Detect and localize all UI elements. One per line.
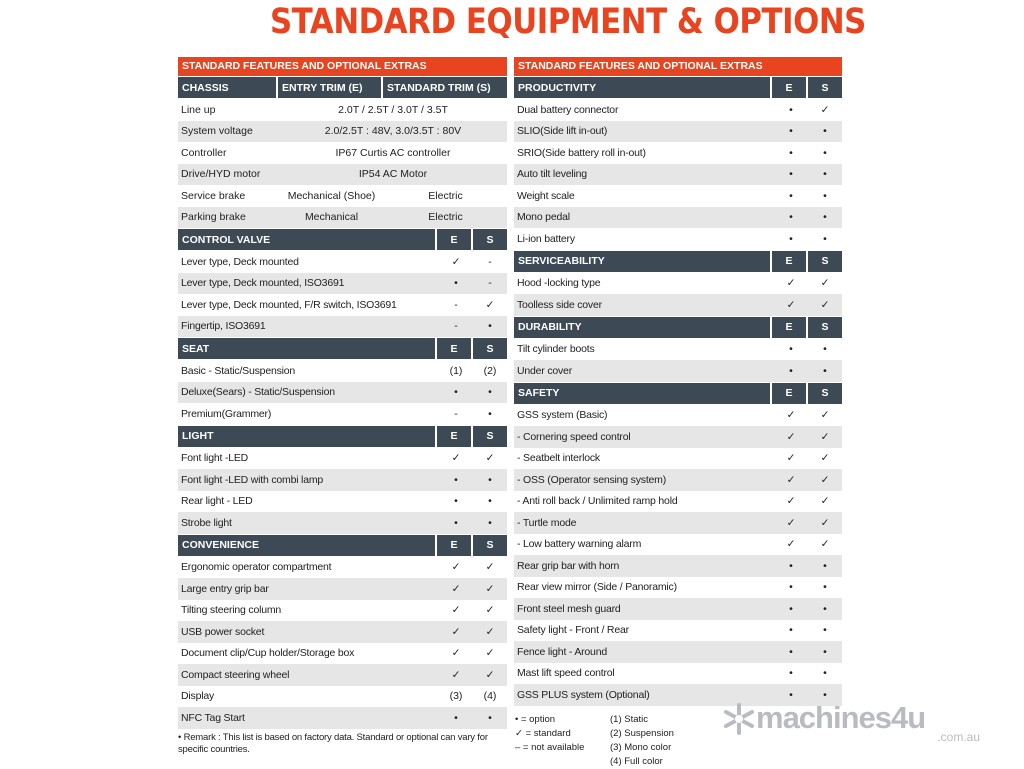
table-row bbox=[178, 686, 507, 708]
entry-value: • bbox=[789, 343, 793, 356]
standard-value: - bbox=[488, 277, 492, 290]
standard-col-header: S bbox=[471, 426, 507, 447]
entry-value: • bbox=[454, 386, 458, 399]
section-header-light bbox=[178, 426, 507, 447]
legend-standard: ✓ = standard bbox=[515, 728, 571, 739]
row-label: Strobe light bbox=[181, 516, 232, 529]
section-title: SAFETY bbox=[518, 387, 560, 399]
standard-value: • bbox=[823, 343, 827, 356]
standard-value: • bbox=[823, 364, 827, 377]
entry-value: (1) bbox=[449, 364, 463, 377]
remark-note: • Remark : This list is based on factory data. Standard or optional can vary for specific countries. bbox=[178, 732, 488, 755]
entry-value: - bbox=[454, 407, 458, 420]
entry-col-header: E bbox=[770, 77, 806, 98]
table-row bbox=[178, 448, 507, 470]
row-label: Rear grip bar with horn bbox=[517, 559, 620, 572]
table-row bbox=[178, 707, 507, 729]
entry-value: ✓ bbox=[451, 255, 461, 268]
standard-value: • bbox=[823, 211, 827, 224]
row-label: Basic - Static/Suspension bbox=[181, 364, 296, 377]
chassis-rows bbox=[178, 99, 507, 228]
table-row bbox=[178, 360, 507, 382]
table-row bbox=[178, 469, 507, 491]
row-label: Fence light - Around bbox=[517, 645, 607, 658]
row-label: Tilting steering column bbox=[181, 604, 282, 617]
entry-trim-header: ENTRY TRIM (E) bbox=[276, 77, 381, 98]
row-label: Display bbox=[181, 690, 215, 703]
table-row bbox=[514, 405, 842, 427]
entry-value: • bbox=[454, 495, 458, 508]
table-row bbox=[514, 228, 842, 250]
entry-value: • bbox=[789, 232, 793, 245]
standard-value: • bbox=[488, 473, 492, 486]
entry-value: • bbox=[789, 103, 793, 116]
row-label: Fingertip, ISO3691 bbox=[181, 320, 266, 333]
table-row bbox=[514, 469, 842, 491]
standard-value: • bbox=[823, 602, 827, 615]
section-header-safety bbox=[514, 383, 842, 404]
section-header-serviceability bbox=[514, 251, 842, 272]
entry-value: ✓ bbox=[451, 452, 461, 465]
standard-value: • bbox=[488, 711, 492, 724]
standard-value: ✓ bbox=[485, 452, 495, 465]
standard-value: ✓ bbox=[485, 561, 495, 574]
standard-value: ✓ bbox=[820, 538, 830, 551]
chassis-row bbox=[178, 142, 507, 164]
row-label: Li-ion battery bbox=[517, 232, 575, 245]
row-label: - Anti roll back / Unlimited ramp hold bbox=[517, 495, 678, 508]
section-title: LIGHT bbox=[182, 430, 214, 442]
row-label: SRIO(Side battery roll in-out) bbox=[517, 146, 646, 159]
legend-note-2: (2) Suspension bbox=[610, 728, 674, 739]
standard-value: ✓ bbox=[485, 298, 495, 311]
row-label: NFC Tag Start bbox=[181, 711, 245, 724]
entry-col-header: E bbox=[770, 383, 806, 404]
entry-value: • bbox=[789, 364, 793, 377]
entry-value: ✓ bbox=[451, 604, 461, 617]
standard-value: ✓ bbox=[820, 452, 830, 465]
section-title: PRODUCTIVITY bbox=[518, 81, 597, 94]
row-label: Tilt cylinder boots bbox=[517, 343, 595, 356]
standard-col-header: S bbox=[806, 317, 842, 338]
table-row bbox=[514, 641, 842, 663]
legend-option: • = option bbox=[515, 714, 556, 725]
table-row bbox=[178, 578, 507, 600]
entry-value: ✓ bbox=[786, 473, 796, 486]
entry-value: • bbox=[789, 667, 793, 680]
entry-value: • bbox=[454, 473, 458, 486]
row-label: Hood -locking type bbox=[517, 277, 601, 290]
chassis-row-label: Line up bbox=[181, 103, 216, 116]
table-row bbox=[514, 663, 842, 685]
legend bbox=[515, 713, 674, 769]
standard-value: ✓ bbox=[820, 298, 830, 311]
table-row bbox=[178, 491, 507, 513]
standard-value: • bbox=[823, 688, 827, 701]
table-row bbox=[178, 621, 507, 643]
right-banner: STANDARD FEATURES AND OPTIONAL EXTRAS bbox=[514, 57, 842, 76]
entry-value: • bbox=[789, 602, 793, 615]
row-label: - OSS (Operator sensing system) bbox=[517, 473, 667, 486]
legend-note-4: (4) Full color bbox=[610, 756, 663, 767]
entry-value: • bbox=[789, 211, 793, 224]
entry-value: ✓ bbox=[786, 430, 796, 443]
table-row bbox=[178, 643, 507, 665]
chassis-row-value: 2.0T / 2.5T / 3.0T / 3.5T bbox=[338, 103, 448, 116]
entry-value: • bbox=[789, 125, 793, 138]
standard-value: ✓ bbox=[820, 277, 830, 290]
table-row bbox=[178, 316, 507, 338]
standard-value: • bbox=[823, 667, 827, 680]
row-label: Auto tilt leveling bbox=[517, 168, 587, 181]
table-row bbox=[514, 142, 842, 164]
table-row bbox=[514, 534, 842, 556]
table-row bbox=[514, 360, 842, 382]
chassis-row-label: Parking brake bbox=[181, 211, 246, 224]
standard-value: • bbox=[823, 125, 827, 138]
chassis-row-entry: Mechanical bbox=[304, 211, 359, 224]
entry-value: • bbox=[454, 277, 458, 290]
entry-col-header: E bbox=[770, 317, 806, 338]
chassis-row-standard: Electric bbox=[428, 211, 463, 224]
table-row bbox=[514, 512, 842, 534]
section-title: SEAT bbox=[182, 342, 210, 355]
table-row bbox=[514, 185, 842, 207]
standard-value: • bbox=[823, 624, 827, 637]
entry-value: ✓ bbox=[786, 495, 796, 508]
row-label: Deluxe(Sears) - Static/Suspension bbox=[181, 386, 335, 399]
section-header-convenience bbox=[178, 535, 507, 556]
legend-not-available: – = not available bbox=[515, 742, 585, 753]
left-banner: STANDARD FEATURES AND OPTIONAL EXTRAS bbox=[178, 57, 507, 76]
table-row bbox=[178, 512, 507, 534]
entry-value: ✓ bbox=[451, 668, 461, 681]
standard-value: • bbox=[488, 320, 492, 333]
row-label: USB power socket bbox=[181, 625, 265, 638]
table-row bbox=[514, 164, 842, 186]
standard-value: ✓ bbox=[485, 604, 495, 617]
table-row bbox=[514, 207, 842, 229]
row-label: Weight scale bbox=[517, 189, 575, 202]
row-label: Under cover bbox=[517, 364, 572, 377]
standard-col-header: S bbox=[471, 229, 507, 250]
snowflake-star-icon bbox=[722, 702, 756, 736]
entry-value: • bbox=[789, 146, 793, 159]
standard-value: • bbox=[488, 516, 492, 529]
table-row bbox=[514, 426, 842, 448]
row-label: Lever type, Deck mounted, F/R switch, ISO3691 bbox=[181, 298, 397, 311]
legend-note-3: (3) Mono color bbox=[610, 742, 672, 753]
row-label: Lever type, Deck mounted bbox=[181, 255, 299, 268]
row-label: Font light -LED bbox=[181, 452, 249, 465]
entry-value: - bbox=[454, 320, 458, 333]
entry-value: ✓ bbox=[786, 452, 796, 465]
entry-col-header: E bbox=[435, 535, 471, 556]
standard-value: • bbox=[488, 495, 492, 508]
standard-trim-header: STANDARD TRIM (S) bbox=[381, 77, 507, 98]
table-row bbox=[514, 99, 842, 121]
page-title: STANDARD EQUIPMENT & OPTIONS bbox=[270, 2, 866, 42]
entry-value: ✓ bbox=[786, 516, 796, 529]
standard-value: • bbox=[488, 386, 492, 399]
row-label: Lever type, Deck mounted, ISO3691 bbox=[181, 277, 345, 290]
table-row bbox=[514, 598, 842, 620]
standard-value: ✓ bbox=[820, 516, 830, 529]
right-column bbox=[514, 57, 842, 706]
right-sections bbox=[514, 77, 842, 706]
table-row bbox=[514, 121, 842, 143]
row-label: Mono pedal bbox=[517, 211, 570, 224]
standard-value: • bbox=[823, 168, 827, 181]
standard-col-header: S bbox=[806, 251, 842, 272]
row-label: GSS system (Basic) bbox=[517, 409, 608, 422]
row-label: - Cornering speed control bbox=[517, 430, 631, 443]
row-label: - Seatbelt interlock bbox=[517, 452, 600, 465]
entry-value: • bbox=[454, 711, 458, 724]
entry-value: • bbox=[454, 516, 458, 529]
row-label: Rear view mirror (Side / Panoramic) bbox=[517, 581, 677, 594]
entry-value: ✓ bbox=[451, 582, 461, 595]
section-header-seat bbox=[178, 338, 507, 359]
entry-value: • bbox=[789, 168, 793, 181]
row-label: GSS PLUS system (Optional) bbox=[517, 688, 650, 701]
table-row bbox=[514, 294, 842, 316]
chassis-header bbox=[178, 77, 507, 98]
chassis-row-label: Controller bbox=[181, 146, 227, 159]
table-row bbox=[514, 273, 842, 295]
legend-notes bbox=[610, 713, 674, 769]
chassis-row-entry: Mechanical (Shoe) bbox=[287, 189, 376, 202]
chassis-row bbox=[178, 164, 507, 186]
row-label: Large entry grip bar bbox=[181, 582, 269, 595]
logo-domain: .com.au bbox=[937, 730, 980, 744]
left-column bbox=[178, 57, 507, 729]
row-label: Toolless side cover bbox=[517, 298, 602, 311]
entry-value: (3) bbox=[449, 690, 463, 703]
chassis-row-standard: Electric bbox=[428, 189, 463, 202]
table-row bbox=[178, 664, 507, 686]
table-row bbox=[178, 294, 507, 316]
standard-value: (2) bbox=[483, 364, 497, 377]
row-label: Compact steering wheel bbox=[181, 668, 290, 681]
logo-text: machines4u bbox=[756, 700, 926, 735]
table-row bbox=[178, 273, 507, 295]
standard-value: ✓ bbox=[485, 668, 495, 681]
entry-value: • bbox=[789, 624, 793, 637]
row-label: - Turtle mode bbox=[517, 516, 577, 529]
row-label: Ergonomic operator compartment bbox=[181, 561, 332, 574]
standard-value: ✓ bbox=[485, 582, 495, 595]
table-row bbox=[514, 448, 842, 470]
chassis-row bbox=[178, 185, 507, 207]
row-label: Safety light - Front / Rear bbox=[517, 624, 629, 637]
chassis-row-value: IP67 Curtis AC controller bbox=[335, 146, 451, 159]
table-row bbox=[178, 382, 507, 404]
table-row bbox=[178, 557, 507, 579]
standard-value: ✓ bbox=[485, 625, 495, 638]
chassis-row bbox=[178, 207, 507, 229]
entry-value: • bbox=[789, 688, 793, 701]
entry-value: • bbox=[789, 559, 793, 572]
chassis-row-label: Drive/HYD motor bbox=[181, 168, 261, 181]
standard-col-header: S bbox=[471, 338, 507, 359]
row-label: Document clip/Cup holder/Storage box bbox=[181, 647, 355, 660]
standard-value: ✓ bbox=[820, 103, 830, 116]
standard-value: • bbox=[823, 645, 827, 658]
entry-value: ✓ bbox=[451, 625, 461, 638]
entry-value: ✓ bbox=[786, 277, 796, 290]
standard-value: - bbox=[488, 255, 492, 268]
standard-value: ✓ bbox=[820, 473, 830, 486]
entry-value: ✓ bbox=[786, 298, 796, 311]
legend-symbols bbox=[515, 713, 610, 769]
section-header-productivity bbox=[514, 77, 842, 98]
legend-note-1: (1) Static bbox=[610, 714, 649, 725]
table-row bbox=[514, 577, 842, 599]
standard-col-header: S bbox=[471, 535, 507, 556]
table-row bbox=[514, 620, 842, 642]
standard-value: ✓ bbox=[820, 495, 830, 508]
entry-col-header: E bbox=[770, 251, 806, 272]
entry-col-header: E bbox=[435, 426, 471, 447]
standard-value: • bbox=[823, 189, 827, 202]
standard-col-header: S bbox=[806, 383, 842, 404]
chassis-row-value: 2.0/2.5T : 48V, 3.0/3.5T : 80V bbox=[324, 125, 462, 138]
section-title: CONTROL VALVE bbox=[182, 233, 271, 246]
chassis-row bbox=[178, 121, 507, 143]
row-label: Premium(Grammer) bbox=[181, 407, 272, 420]
table-row bbox=[514, 339, 842, 361]
standard-value: ✓ bbox=[485, 647, 495, 660]
table-row bbox=[514, 491, 842, 513]
standard-value: • bbox=[823, 232, 827, 245]
section-title: DURABILITY bbox=[518, 321, 582, 333]
standard-col-header: S bbox=[806, 77, 842, 98]
entry-value: ✓ bbox=[786, 538, 796, 551]
row-label: SLIO(Side lift in-out) bbox=[517, 125, 608, 138]
entry-value: ✓ bbox=[786, 409, 796, 422]
table-row bbox=[178, 403, 507, 425]
entry-value: ✓ bbox=[451, 561, 461, 574]
section-title: CONVENIENCE bbox=[182, 539, 260, 551]
left-sections bbox=[178, 229, 507, 729]
chassis-row-label: System voltage bbox=[181, 125, 253, 138]
standard-value: ✓ bbox=[820, 430, 830, 443]
standard-value: • bbox=[823, 581, 827, 594]
table-row bbox=[178, 600, 507, 622]
row-label: Rear light - LED bbox=[181, 495, 253, 508]
entry-col-header: E bbox=[435, 338, 471, 359]
standard-value: ✓ bbox=[820, 409, 830, 422]
entry-value: - bbox=[454, 298, 458, 311]
row-label: Dual battery connector bbox=[517, 103, 619, 116]
table-row bbox=[514, 555, 842, 577]
standard-value: • bbox=[823, 559, 827, 572]
entry-value: • bbox=[789, 645, 793, 658]
chassis-row-value: IP54 AC Motor bbox=[358, 168, 428, 181]
section-title: SERVICEABILITY bbox=[518, 255, 605, 267]
row-label: - Low battery warning alarm bbox=[517, 538, 642, 551]
entry-value: • bbox=[789, 581, 793, 594]
chassis-header-label: CHASSIS bbox=[182, 81, 229, 94]
standard-value: • bbox=[823, 146, 827, 159]
row-label: Front steel mesh guard bbox=[517, 602, 621, 615]
row-label: Font light -LED with combi lamp bbox=[181, 473, 324, 486]
section-header-durability bbox=[514, 317, 842, 338]
entry-value: ✓ bbox=[451, 647, 461, 660]
standard-value: • bbox=[488, 407, 492, 420]
entry-value: • bbox=[789, 189, 793, 202]
standard-value: (4) bbox=[483, 690, 497, 703]
row-label: Mast lift speed control bbox=[517, 667, 615, 680]
machines4u-logo bbox=[722, 700, 992, 750]
chassis-row-label: Service brake bbox=[181, 189, 246, 202]
chassis-row bbox=[178, 99, 507, 121]
table-row bbox=[178, 251, 507, 273]
section-header-control-valve bbox=[178, 229, 507, 250]
entry-col-header: E bbox=[435, 229, 471, 250]
